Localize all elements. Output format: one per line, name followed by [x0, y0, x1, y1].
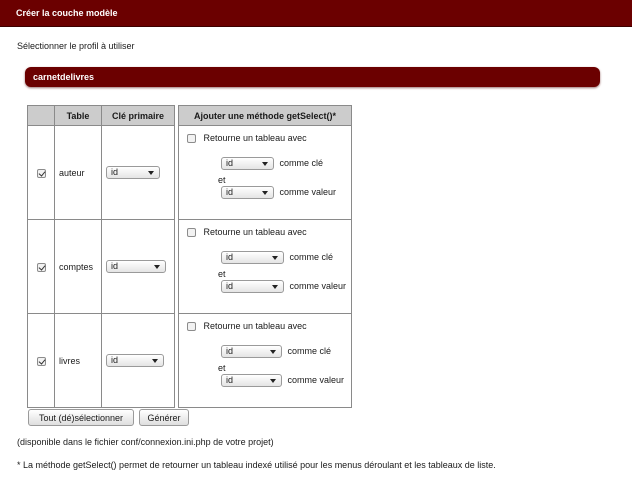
primary-key-value: id — [111, 355, 119, 365]
and-label: et — [218, 363, 226, 373]
getselect-checkbox[interactable] — [187, 322, 196, 331]
key-label: comme clé — [287, 345, 332, 356]
table-name: livres — [55, 314, 102, 408]
getselect-label: Retourne un tableau avec — [203, 227, 307, 237]
chevron-down-icon — [154, 265, 160, 269]
and-label: et — [218, 269, 226, 279]
profile-name: carnetdelivres — [33, 72, 95, 82]
chevron-down-icon — [272, 256, 278, 260]
chevron-down-icon — [262, 191, 268, 195]
value-label: comme valeur — [279, 186, 337, 197]
value-select-value: id — [226, 375, 234, 385]
and-label: et — [218, 175, 226, 185]
key-select[interactable] — [221, 157, 274, 170]
value-select-value: id — [226, 187, 234, 197]
value-select-value: id — [226, 281, 234, 291]
table-row — [28, 220, 352, 314]
table-name: auteur — [55, 126, 102, 220]
chevron-down-icon — [272, 285, 278, 289]
key-select-value: id — [226, 346, 234, 356]
primary-key-value: id — [111, 261, 119, 271]
getselect-footnote: * La méthode getSelect() permet de retourner un tableau indexé utilisé pour les menus déroulant et les tableaux de liste. — [17, 460, 496, 470]
col-header-table: Table — [55, 106, 102, 126]
table-header-row — [28, 106, 352, 126]
key-select[interactable] — [221, 251, 284, 264]
row-select-checkbox[interactable] — [37, 263, 46, 272]
row-select-checkbox[interactable] — [37, 357, 46, 366]
value-select[interactable] — [221, 186, 274, 199]
getselect-checkbox[interactable] — [187, 134, 196, 143]
getselect-label: Retourne un tableau avec — [203, 321, 307, 331]
primary-key-value: id — [111, 167, 119, 177]
chevron-down-icon — [270, 379, 276, 383]
chevron-down-icon — [270, 350, 276, 354]
getselect-checkbox[interactable] — [187, 228, 196, 237]
row-select-checkbox[interactable] — [37, 169, 46, 178]
key-select[interactable] — [221, 345, 282, 358]
table-row — [28, 126, 352, 220]
chevron-down-icon — [148, 171, 154, 175]
primary-key-select[interactable] — [106, 260, 166, 273]
primary-key-select[interactable] — [106, 354, 164, 367]
tables-grid — [27, 105, 352, 408]
window-title: Créer la couche modèle — [16, 8, 118, 18]
chevron-down-icon — [152, 359, 158, 363]
profile-source-note: (disponible dans le fichier conf/connexion.ini.php de votre projet) — [17, 437, 274, 447]
profile-instruction: Sélectionner le profil à utiliser — [17, 41, 135, 51]
key-label: comme clé — [279, 157, 324, 168]
col-header-getselect: Ajouter une méthode getSelect()* — [179, 106, 352, 126]
toggle-all-button[interactable]: Tout (dé)sélectionner — [28, 409, 134, 426]
value-select[interactable] — [221, 280, 284, 293]
table-row — [28, 314, 352, 408]
chevron-down-icon — [262, 162, 268, 166]
col-header-select — [28, 106, 55, 126]
profile-header[interactable] — [25, 67, 600, 87]
table-name: comptes — [55, 220, 102, 314]
value-label: comme valeur — [287, 374, 345, 385]
generate-button[interactable]: Générer — [139, 409, 189, 426]
col-header-primary-key: Clé primaire — [102, 106, 175, 126]
window-title-bar — [0, 0, 632, 27]
value-select[interactable] — [221, 374, 282, 387]
primary-key-select[interactable] — [106, 166, 160, 179]
key-select-value: id — [226, 252, 234, 262]
getselect-label: Retourne un tableau avec — [203, 133, 307, 143]
key-label: comme clé — [289, 251, 334, 262]
key-select-value: id — [226, 158, 234, 168]
value-label: comme valeur — [289, 280, 347, 291]
